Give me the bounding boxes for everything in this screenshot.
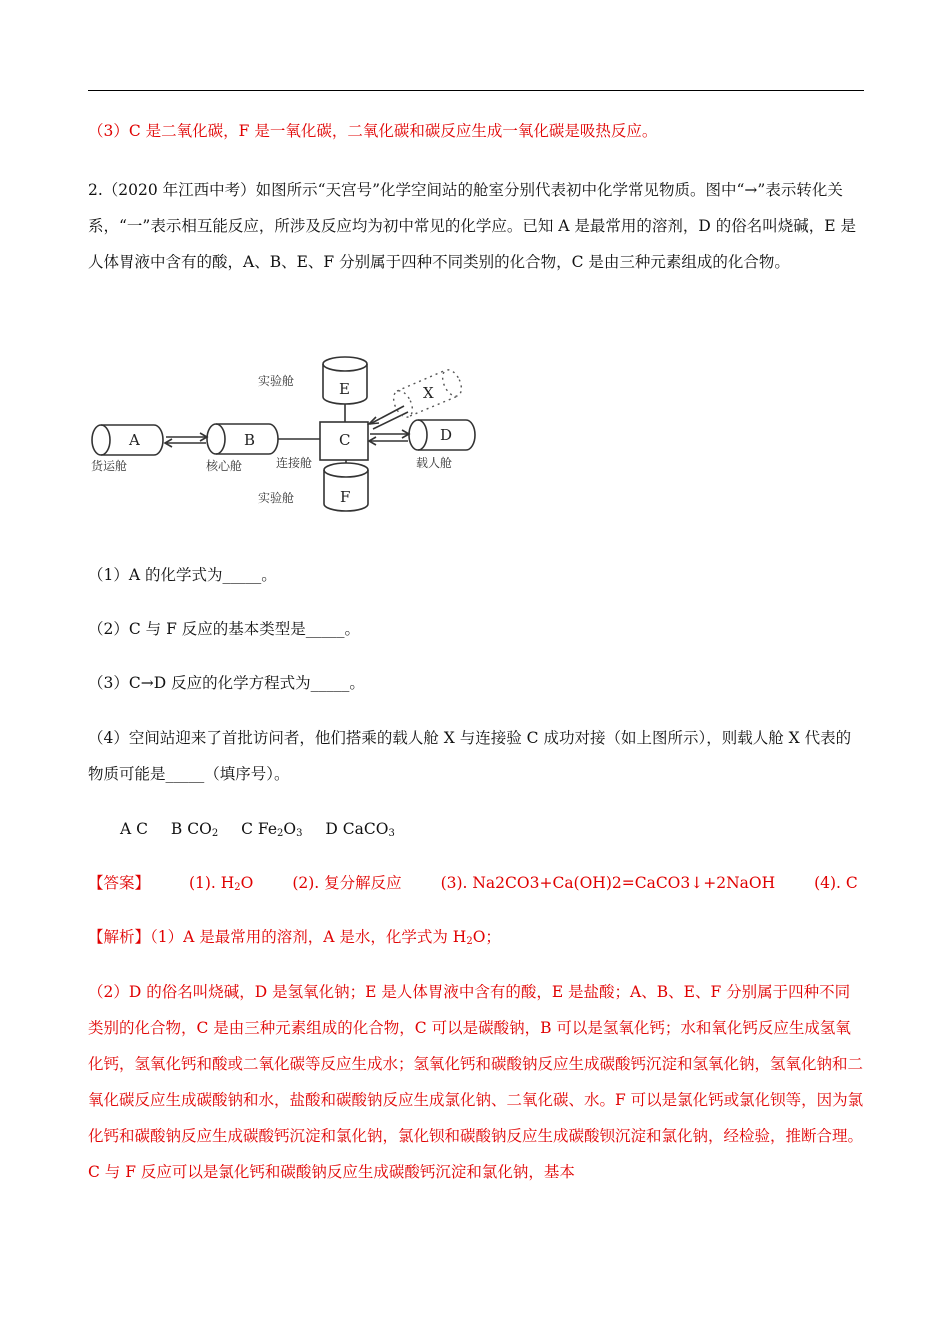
answer-1: (1). $H_2O$ <box>188 874 254 893</box>
answer-4: (4). C <box>814 874 858 892</box>
answer-3: (3). Na2CO3+Ca(OH)2=CaCO3↓+2NaOH <box>440 874 776 892</box>
cabin-b <box>207 424 278 454</box>
cabin-a <box>92 425 163 455</box>
q2-sub3: （3）C→D 反应的化学方程式为_____。 <box>88 674 365 692</box>
analysis-line1: 【解析】（1）A 是最常用的溶剂，A 是水，化学式为 $H_2O$； <box>88 928 501 947</box>
node-f: F <box>340 488 351 506</box>
option-b: B $CO_2$ <box>170 820 219 839</box>
analysis-label: 【解析】 <box>88 928 151 946</box>
label-lab-bottom: 实验舱 <box>258 491 295 505</box>
node-a: A <box>129 431 140 449</box>
q1-part3-text: （3）C 是二氧化碳，F 是一氧化碳，二氧化碳和碳反应生成一氧化碳是吸热反应。 <box>88 122 658 140</box>
label-lab-top: 实验舱 <box>258 374 295 388</box>
q2-sub1: （1）A 的化学式为_____。 <box>88 566 277 584</box>
answer-label: 【答案】 <box>88 874 151 892</box>
node-e: E <box>339 380 350 398</box>
option-c: C $Fe_2O_3$ <box>241 820 303 839</box>
analysis-para2: （2）D 的俗名叫烧碱，D 是氢氧化钠；E 是人体胃液中含有的酸，E 是盐酸；A、B、E、F 分别属于四种不同类别的化合物，C 是由三种元素组成的化合物，C 可以是碳酸钠，B 可以是氢氧化钙；水和氧化钙反应生成氢氧化钙，氢氧化钙和酸或二氧化碳等反应生成水；氢氧化钙和碳酸钠反应生成碳酸钙沉淀和氢氧化钠，氢氧化钠和二氧化碳反应生成碳酸钠和水，盐酸和碳酸钠反应生成氯化钠、二氧化碳、水。F 可以是氯化钙或氯化钡等，因为氯化钙和碳酸钠反应生成碳酸钙沉淀和氯化钠，氯化钡和碳酸钠反应生成碳酸钡沉淀和氯化钠，经检验，推断合理。C 与 F 反应可以是氯化钙和碳酸钠反应生成碳酸钙沉淀和氯化钠，基本 <box>88 983 864 1181</box>
space-station-diagram <box>86 352 486 522</box>
q2-sub2: （2）C 与 F 反应的基本类型是_____。 <box>88 620 361 638</box>
option-d: D CaCO$_3$ <box>325 820 395 839</box>
option-a: A C <box>120 820 148 838</box>
q2-sub4: （4）空间站迎来了首批访问者，他们搭乘的载人舱 X 与连接验 C 成功对接（如上图所示），则载人舱 X 代表的物质可能是_____（填序号）。 <box>88 729 852 783</box>
label-crew: 载人舱 <box>416 456 453 470</box>
node-d: D <box>440 426 453 444</box>
label-cargo: 货运舱 <box>91 459 128 473</box>
node-b: B <box>244 431 256 449</box>
q2-options <box>88 814 896 844</box>
label-core: 核心舱 <box>206 459 243 473</box>
answer-2: (2). 复分解反应 <box>292 874 402 892</box>
label-connector: 连接舱 <box>276 456 313 470</box>
node-x: X <box>423 384 434 402</box>
q2-intro: 2.（2020 年江西中考）如图所示“天宫号”化学空间站的舱室分别代表初中化学常见物质。图中“→”表示转化关系，“一”表示相互能反应，所涉及反应均为初中常见的化学应。已知 A 是最常用的溶剂，D 的俗名叫烧碱，E 是人体胃液中含有的酸，A、B、E、F 分别属于四种不同类别的化合物，C 是由三种元素组成的化合物。 <box>88 181 856 271</box>
header-rule <box>88 90 864 91</box>
node-c: C <box>339 431 351 449</box>
answer-line <box>88 868 864 898</box>
